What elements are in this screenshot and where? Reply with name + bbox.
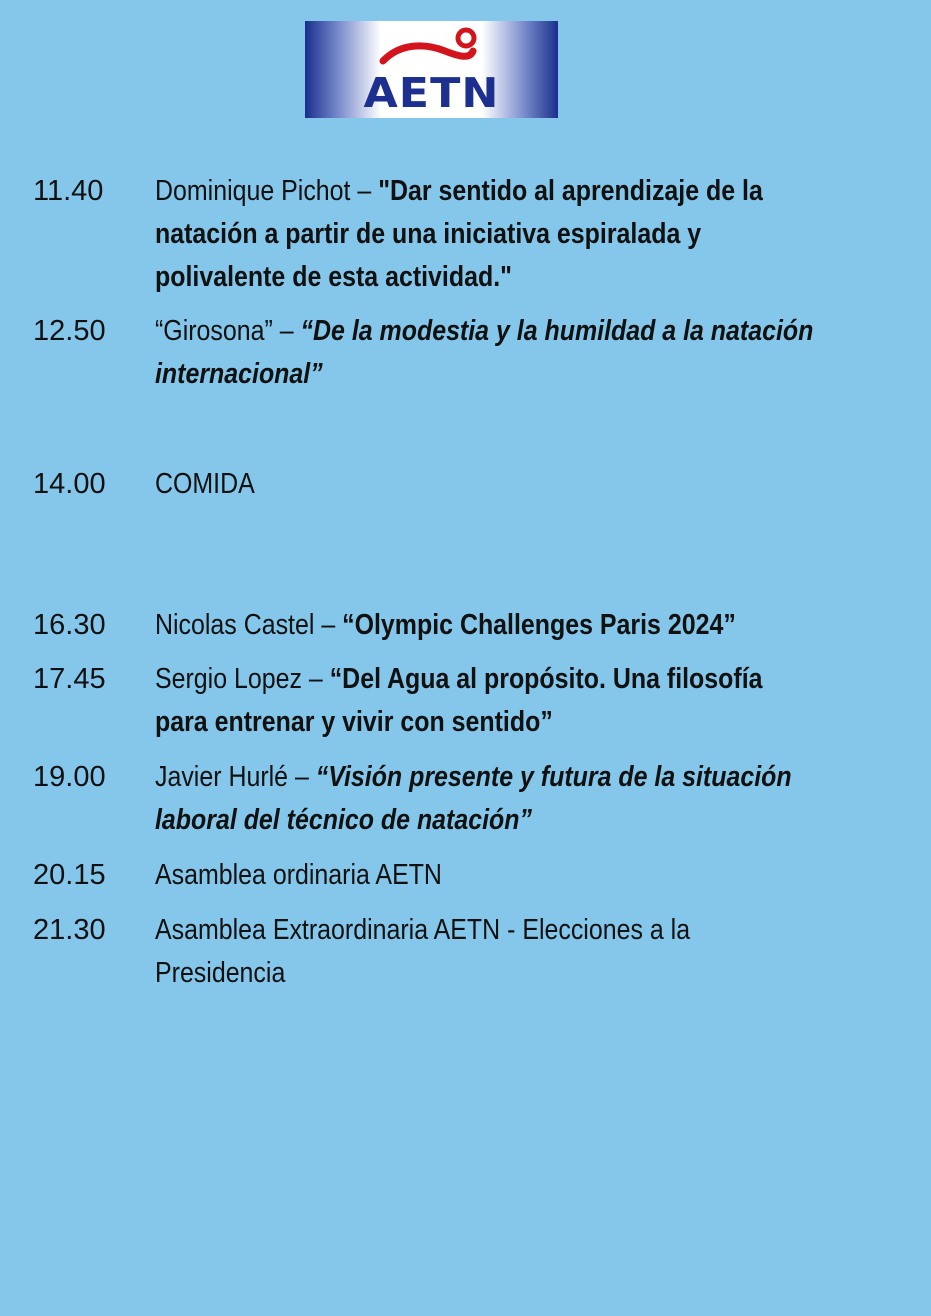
agenda-time: 21.30 [33,914,106,946]
agenda-time: 20.15 [33,859,106,891]
agenda-time: 14.00 [33,468,106,500]
talk-title: “De la modestia y la humildad a la natación [300,315,814,347]
agenda-description [155,658,915,744]
talk-title: laboral del técnico de natación” [155,804,532,836]
talk-title: natación a partir de una iniciativa espiralada y [155,218,702,250]
agenda-label: Asamblea Extraordinaria AETN - Elecciones a la [155,914,691,946]
agenda-description [155,604,915,647]
logo-text: AETN [363,69,500,117]
agenda-time: 12.50 [33,315,106,347]
agenda-description [155,854,915,897]
speaker: Javier Hurlé – [155,761,316,793]
agenda-description [155,756,915,842]
agenda-label: COMIDA [155,468,255,500]
agenda-label: Presidencia [155,957,286,989]
talk-title: polivalente de esta actividad." [155,261,512,293]
agenda-time: 17.45 [33,663,106,695]
agenda-description [155,909,915,995]
agenda-time: 16.30 [33,609,106,641]
talk-title: para entrenar y vivir con sentido” [155,706,553,738]
speaker: Sergio Lopez – [155,663,330,695]
talk-title: “Del Agua al propósito. Una filosofía [329,663,763,695]
agenda-time: 19.00 [33,761,106,793]
speaker: Nicolas Castel – [155,609,343,641]
talk-title: internacional” [155,358,323,390]
agenda-description [155,310,915,396]
talk-title: "Dar sentido al aprendizaje de la [378,175,763,207]
aetn-logo [305,21,558,118]
agenda-label: Asamblea ordinaria AETN [155,859,442,891]
talk-title: “Visión presente y futura de la situación [315,761,792,793]
talk-title: “Olympic Challenges Paris 2024” [342,609,736,641]
agenda-time: 11.40 [33,175,104,207]
speaker: “Girosona” – [155,315,301,347]
agenda-description [155,463,915,506]
speaker: Dominique Pichot – [155,175,379,207]
agenda-description [155,170,915,299]
